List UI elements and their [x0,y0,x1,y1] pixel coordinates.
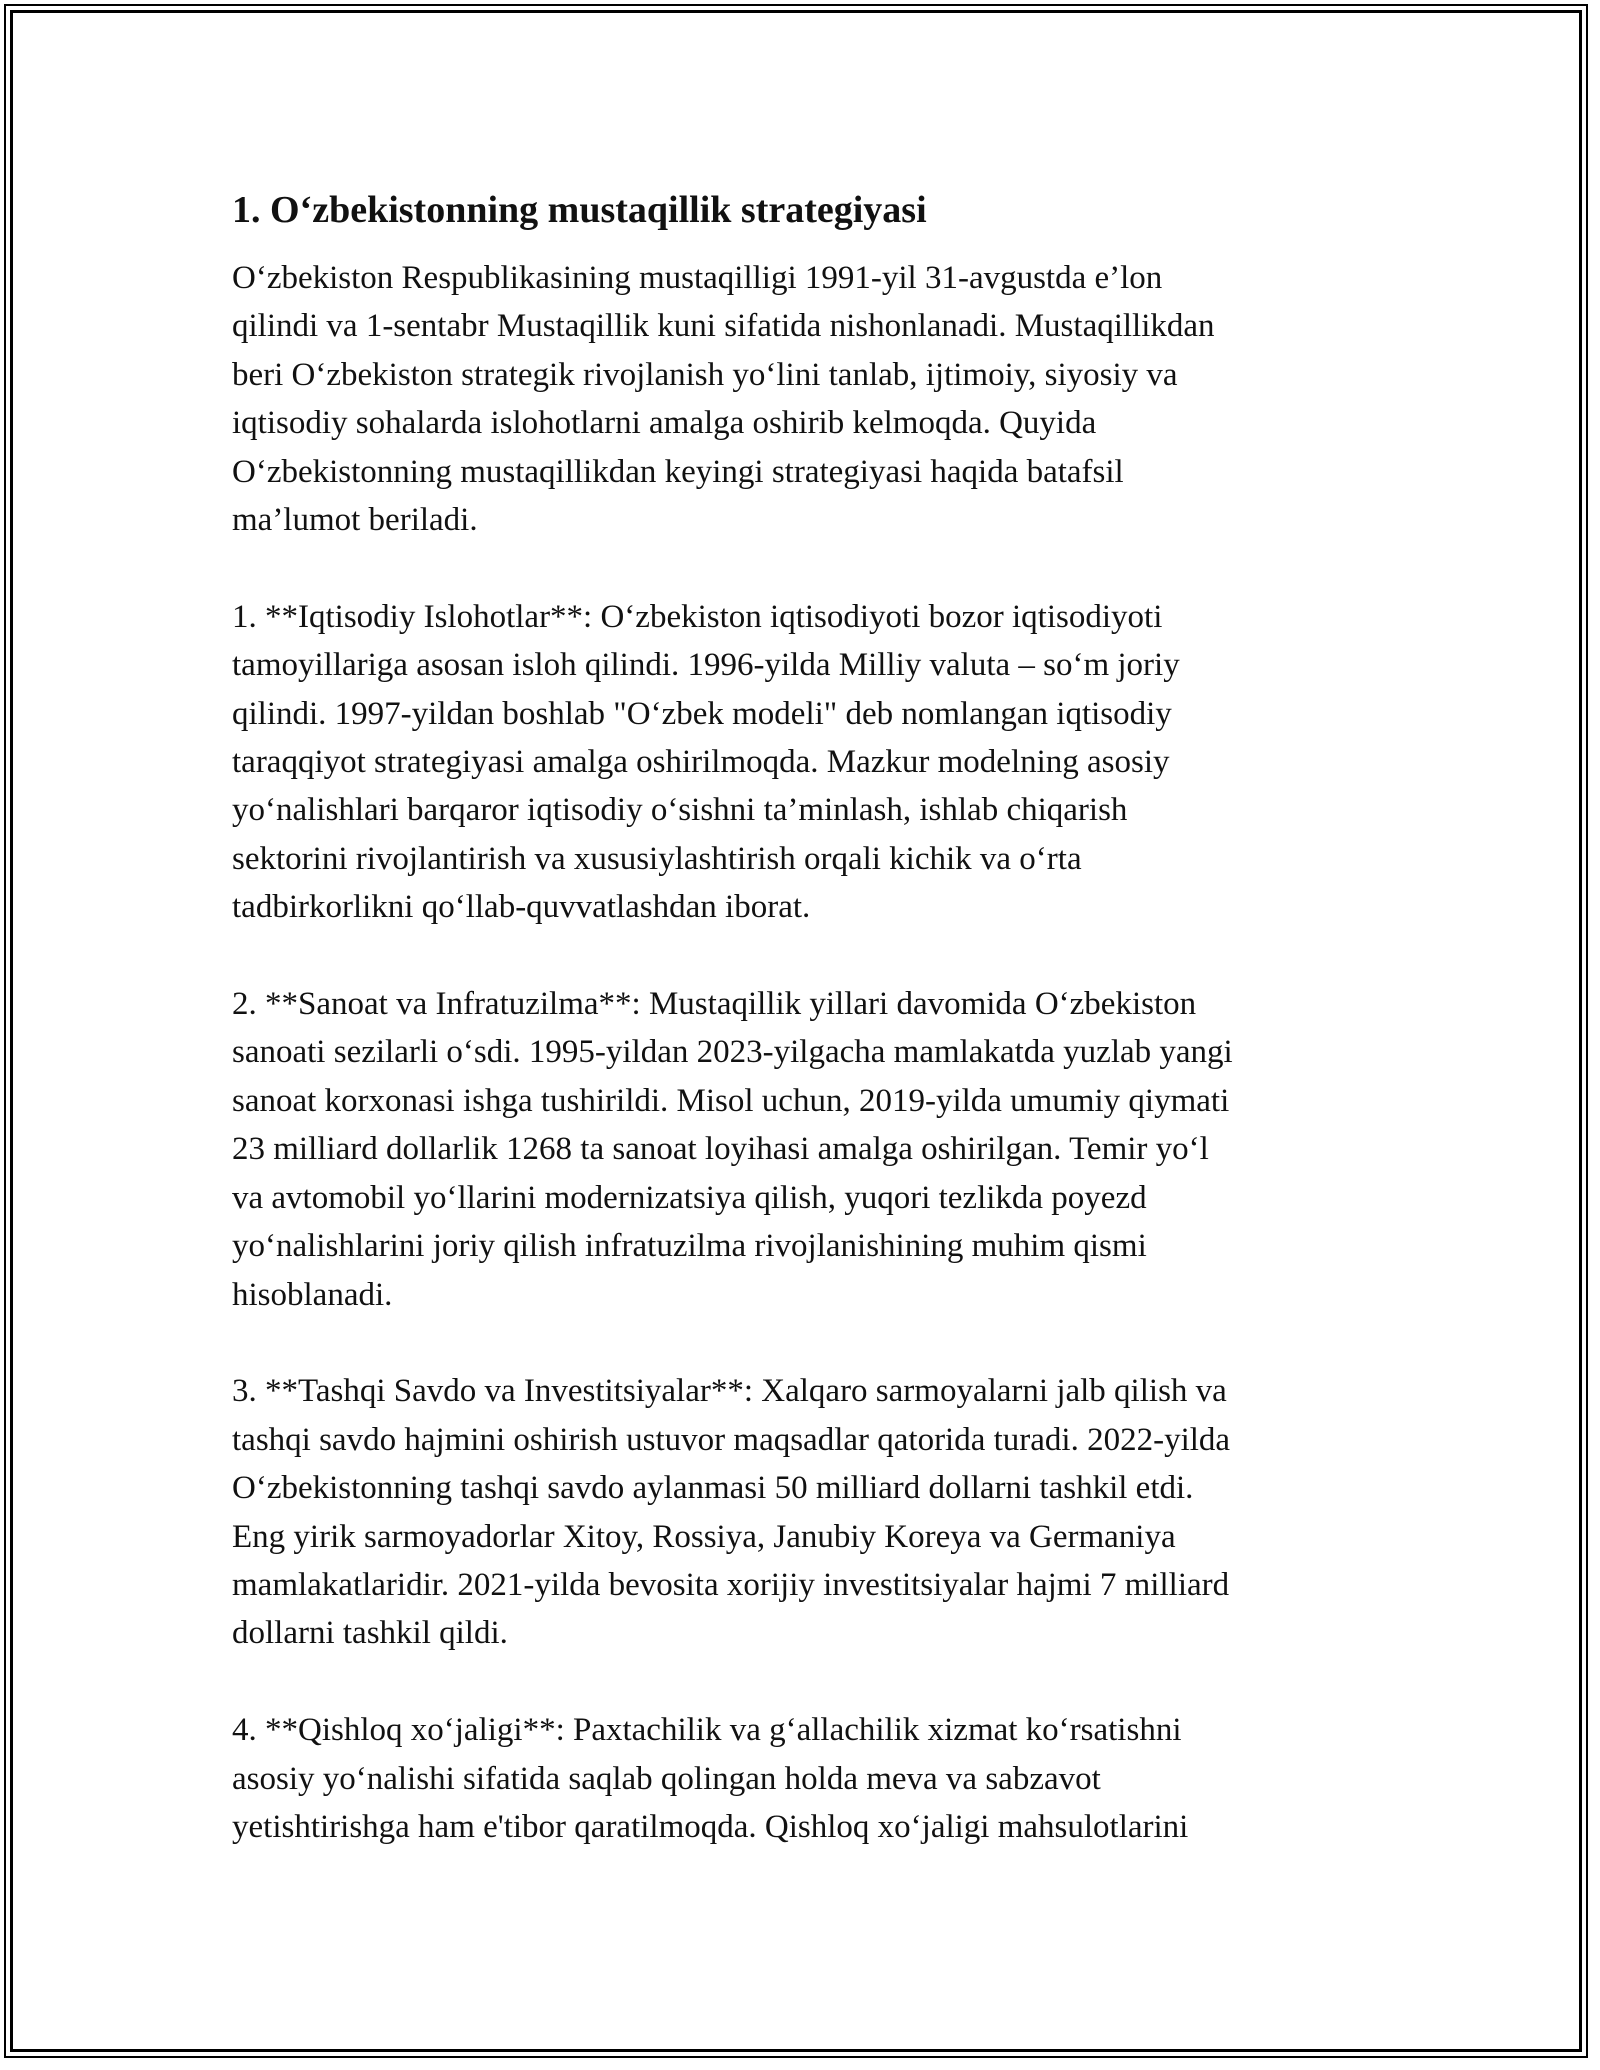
document-title: 1. O‘zbekistonning mustaqillik strategiyasi [232,189,927,231]
paragraph-trade-investment: 3. **Tashqi Savdo va Investitsiyalar**: Xalqaro sarmoyalarni jalb qilish va tashqi savdo hajmini oshirish ustuvor maqsadlar qatorida turadi. 2022-yilda O‘zbekistonning tashqi savdo aylanmasi 50 milliard dollarni tashkil etdi. Eng yirik sarmoyadorlar Xitoy, Rossiya, Janubiy Koreya va Germaniya mamlakatlaridir. 2021-yilda bevosita xorijiy investitsiyalar hajmi 7 milliard dollarni tashkil qildi. [232,1373,1231,1652]
paragraph-economic-reforms: 1. **Iqtisodiy Islohotlar**: O‘zbekiston iqtisodiyoti bozor iqtisodiyoti tamoyillariga asosan isloh qilindi. 1996-yilda Milliy valuta – so‘m joriy qilindi. 1997-yildan boshlab "O‘zbek modeli" deb nomlangan iqtisodiy taraqqiyot strategiyasi amalga oshirilmoqda. Mazkur modelning asosiy yo‘nalishlari barqaror iqtisodiy o‘sishni ta’minlash, ishlab chiqarish sektorini rivojlantirish va xususiylashtirish orqali kichik va o‘rta tadbirkorlikni qo‘llab-quvvatlashdan iborat. [232,598,1180,926]
paragraph-agriculture: 4. **Qishloq xo‘jaligi**: Paxtachilik va g‘allachilik xizmat ko‘rsatishni asosiy yo‘nalishi sifatida saqlab qolingan holda meva va sabzavot yetishtirishga ham e'tibor qaratilmoqda. Qishloq xo‘jaligi mahsulotlarini [232,1712,1189,1845]
document-body [232,186,1372,1900]
paragraph-industry-infrastructure: 2. **Sanoat va Infratuzilma**: Mustaqillik yillari davomida O‘zbekiston sanoati sezilarli o‘sdi. 1995-yildan 2023-yilgacha mamlakatda yuzlab yangi sanoat korxonasi ishga tushirildi. Misol uchun, 2019-yilda umumiy qiymati 23 milliard dollarlik 1268 ta sanoat loyihasi amalga oshirilgan. Temir yo‘l va avtomobil yo‘llarini modernizatsiya qilish, yuqori tezlikda poyezd yo‘nalishlarini joriy qilish infratuzilma rivojlanishining muhim qismi hisoblanadi. [232,986,1233,1313]
intro-paragraph: O‘zbekiston Respublikasining mustaqilligi 1991-yil 31-avgustda e’lon qilindi va 1-sentabr Mustaqillik kuni sifatida nishonlanadi. Mustaqillikdan beri O‘zbekiston strategik rivojlanish yo‘lini tanlab, ijtimoiy, siyosiy va iqtisodiy sohalarda islohotlarni amalga oshirib kelmoqda. Quyida O‘zbekistonning mustaqillikdan keyingi strategiyasi haqida batafsil ma’lumot beriladi. [232,260,1215,539]
